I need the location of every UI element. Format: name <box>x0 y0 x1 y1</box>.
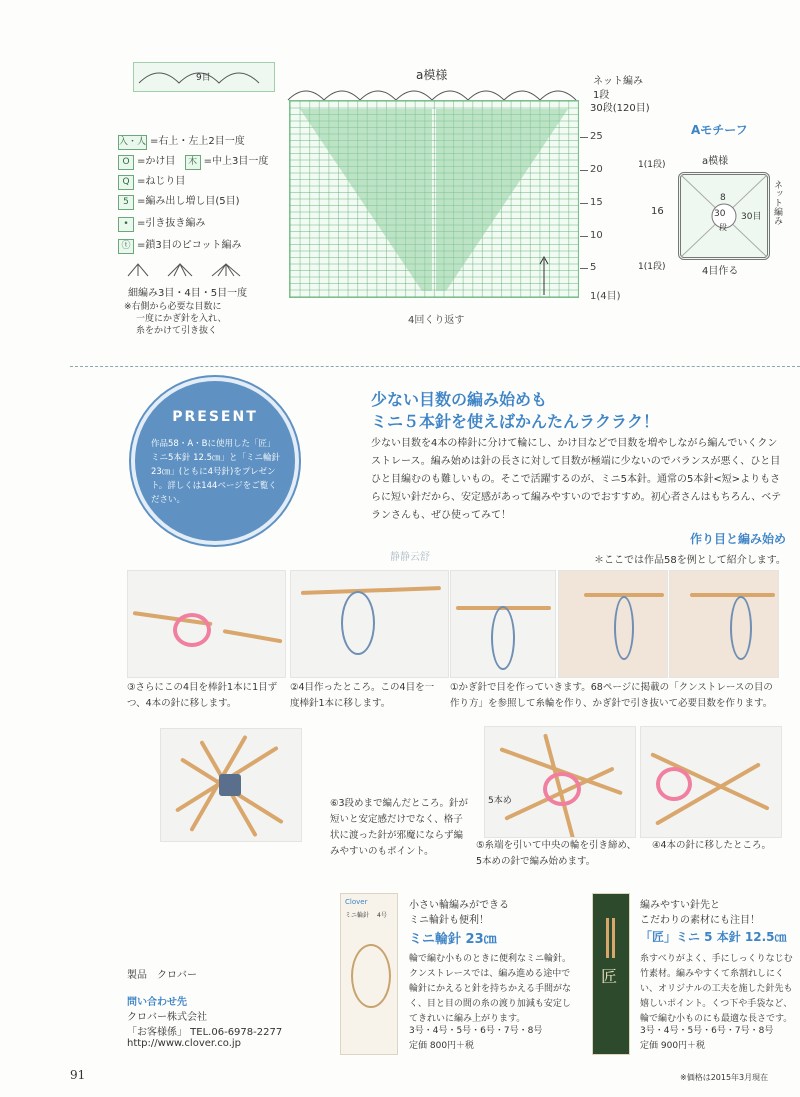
twisted-symbol: Q <box>118 175 134 190</box>
product-2-package <box>592 893 630 1055</box>
present-title: PRESENT <box>172 409 258 425</box>
p2-desc: 糸すべりがよく、手にしっくりなじむ竹素材。編みやすくて糸割れしにくい、オリジナルの工夫を施した針先も嬉しいポイント。くつ下や手袋など、輪で編む小ものにも最適な長さです。 <box>640 954 793 1024</box>
article-body: 少ない目数を4本の棒針に分けて輪にし、かけ目などで目数を増やしながら編んでいくクンストレース。編み始めは針の長さに対して目数が極端に少ないのでバランスが悪く、ひと目ひと目編むのも難しいもの。そこで活躍するのが、ミニ5本針。通常の5本針<短>よりもさらに短い針だから、安定感があって編みやすいのでおすすめ。初心者さんはもちろん、ベテランさんも、ぜひ使ってみて！ <box>371 438 782 521</box>
row-30-label: 30段(120目) <box>590 103 650 114</box>
legend-row-picot: ⓣ =鎖3目のピコット編み <box>118 236 242 254</box>
present-badge <box>131 377 299 545</box>
photo-step-5 <box>484 726 636 838</box>
p1-pkg-size: 4号 <box>377 912 387 919</box>
p1-pkg-label: ミニ輪針 <box>345 912 370 919</box>
maker-contact: 問い合わせ先 <box>127 997 187 1008</box>
maker-tel: 「お客様係」 TEL.06-6978-2277 <box>127 1027 283 1038</box>
maker-label: 製品 クロバー <box>127 970 197 981</box>
y-tick-15: 15 <box>590 197 603 208</box>
motif-side-label: ネット編み <box>772 180 782 225</box>
motif-center-step: 段 <box>719 223 727 232</box>
photo-step-4 <box>640 726 782 838</box>
watermark: 静静云舒 <box>390 552 430 563</box>
row-bottom-label: 1(4目) <box>590 291 621 302</box>
pattern-title: a模様 <box>416 68 448 82</box>
section-note: ＊ここでは作品58を例として紹介します。 <box>594 555 786 566</box>
product-1-package <box>340 893 398 1055</box>
section-title: 作り目と編み始め <box>690 532 787 546</box>
motif-make-label: 4目作る <box>702 266 739 277</box>
p1-price: 定価 800円＋税 <box>409 1041 475 1051</box>
p2-name: 「匠」ミニ 5 本針 12.5㎝ <box>640 930 787 944</box>
legend-row-decrease: 入・人 =右上・左上2目一度 <box>118 132 245 150</box>
slip-symbol: • <box>118 217 134 232</box>
net-label: ネット編み <box>593 76 643 87</box>
headline-line-2: ミニ５本針を使えばかんたんラクラク！ <box>371 412 660 431</box>
motif-height: 16 <box>651 206 664 217</box>
motif-pattern: a模様 <box>702 156 729 167</box>
chart-triangle <box>290 101 578 297</box>
caption-step-5: ⑤糸端を引いて中央の輪を引き締め、5本めの針で編み始めます。 <box>476 840 637 867</box>
p1-sizes: 3号・4号・5号・6号・7号・8号 <box>409 1026 543 1036</box>
p1-lead-2: ミニ輪針も便利！ <box>409 915 489 926</box>
stitch-marker <box>173 613 211 647</box>
motif-title: Aモチーフ <box>691 123 748 137</box>
maker-company: クロバー株式会社 <box>127 1012 207 1023</box>
crochet-label: 細編み3目・4目・5目一度 <box>128 288 248 299</box>
p2-lead: 編みやすい針先と <box>640 900 720 911</box>
y-tick-20: 20 <box>590 164 603 175</box>
picot-symbol: ⓣ <box>118 239 134 254</box>
caption-step-6: ⑥3段めまで編んだところ。針が短いと安定感だけでなく、格子状に渡った針が邪魔にならず編みやすいのもポイント。 <box>330 798 469 857</box>
legend-row-yarnover: O =かけ目 木 =中上3目一度 <box>118 152 268 170</box>
repeat-label: 4回くり返す <box>408 315 465 326</box>
page-number: 91 <box>70 1068 86 1082</box>
center-decrease-symbol: 木 <box>185 155 201 170</box>
photo-step-1b <box>558 570 668 678</box>
motif-row-top: 1(1段) <box>638 160 666 170</box>
motif-right-30: 30目 <box>741 212 762 222</box>
motif-center-30: 30 <box>714 209 726 219</box>
increase-symbol: 5 <box>118 195 134 210</box>
legend-row-slip: • =引き抜き編み <box>118 214 205 232</box>
p2-lead-2: こだわりの素材にも注目！ <box>640 915 760 926</box>
row-1-label: 1段 <box>593 90 610 101</box>
legend-row-twisted: Q =ねじり目 <box>118 172 185 190</box>
photo-step-1c <box>669 570 779 678</box>
maker-url[interactable]: http://www.clover.co.jp <box>127 1038 242 1049</box>
small-chart-label: 9目 <box>196 73 211 83</box>
y-tick-25: 25 <box>590 131 603 142</box>
crochet-note-3: 糸をかけて引き抜く <box>136 326 218 336</box>
p2-sizes: 3号・4号・5号・6号・7号・8号 <box>640 1026 774 1036</box>
motif-center-8: 8 <box>720 193 726 203</box>
small-chart-top <box>133 62 275 92</box>
p1-pkg-brand: Clover <box>345 898 368 906</box>
direction-arrow <box>538 255 550 295</box>
headline-line-1: 少ない目数の編み始めも <box>371 390 548 409</box>
crochet-decrease-symbols <box>124 258 254 280</box>
crochet-note-2: 一度にかぎ針を入れ、 <box>136 314 227 324</box>
price-note: ※価格は2015年3月現在 <box>680 1073 769 1082</box>
caption-step-4: ④4本の針に移したところ。 <box>652 840 772 851</box>
knitting-chart-grid <box>289 100 579 298</box>
p2-price: 定価 900円＋税 <box>640 1041 706 1051</box>
label-fifth-needle: 5本め <box>488 796 512 806</box>
legend-row-increase: 5 =編み出し増し目(5目) <box>118 192 240 210</box>
crochet-note-1: ※右側から必要な目数に <box>124 302 222 312</box>
net-arcs <box>286 80 586 102</box>
caption-step-1: ①かぎ針で目を作っていきます。68ページに掲載の「クンストレースの目の作り方」を参照して糸輪を作り、かぎ針で引き抜いて必要目数を作ります。 <box>450 682 773 709</box>
caption-step-2: ②4目作ったところ。この4目を一度棒針1本に移します。 <box>290 682 435 709</box>
yarnover-symbol: O <box>118 155 134 170</box>
present-text: 作品58・A・Bに使用した「匠」ミニ5本針 12.5㎝」と「ミニ輪針 23㎝」(ともに4号針)をプレゼント。詳しくは144ページをご覧ください。 <box>151 439 281 505</box>
photo-step-6 <box>160 728 302 842</box>
caption-step-3: ③さらにこの4目を棒針1本に1目ずつ、4本の針に移します。 <box>127 682 278 709</box>
photo-step-2 <box>290 570 449 678</box>
motif-square <box>678 172 770 260</box>
y-tick-10: 10 <box>590 230 603 241</box>
p1-lead: 小さい輪編みができる <box>409 900 509 911</box>
p2-pkg-char: 匠 <box>601 967 618 986</box>
p1-name: ミニ輪針 23㎝ <box>409 932 497 947</box>
section-divider <box>70 366 800 367</box>
photo-step-3 <box>127 570 286 678</box>
p1-desc: 輪で編む小ものときに便利なミニ輪針。クンストレースでは、編み進める途中で輪針にかえると針を持ちかえる手間がなく、目と目の間の糸の渡り加減も安定してきれいに編み上がります。 <box>409 954 572 1024</box>
motif-row-bottom: 1(1段) <box>638 262 666 272</box>
y-tick-5: 5 <box>590 262 597 273</box>
decrease-symbol: 入・人 <box>118 135 147 150</box>
photo-step-1a <box>450 570 556 678</box>
